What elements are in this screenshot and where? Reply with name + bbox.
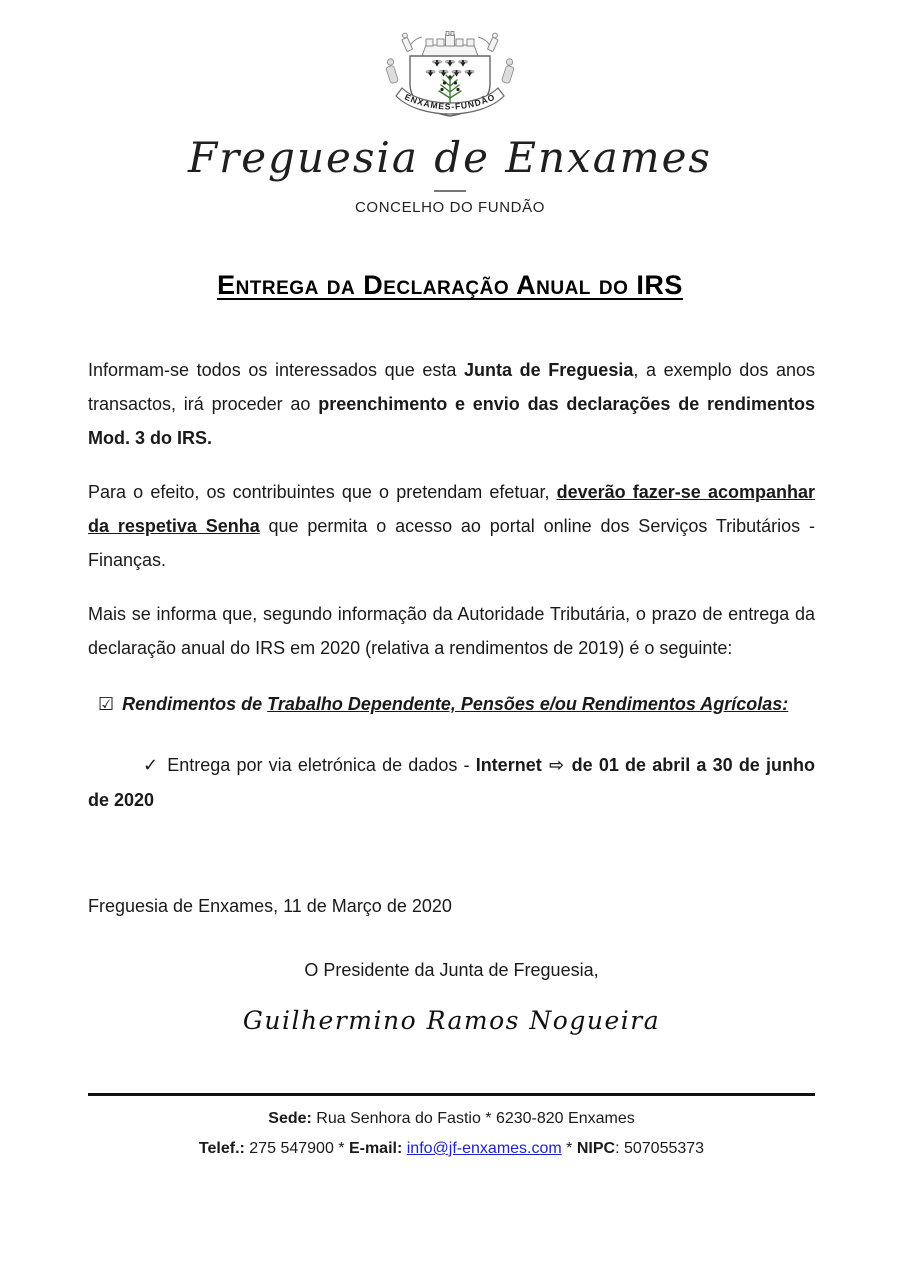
text-segment-bold: de 01 de abril a 30 de junho de 2020 — [88, 755, 815, 811]
text-segment-bold: Internet — [475, 755, 542, 776]
document-header — [0, 0, 900, 216]
checked-checkbox-icon: ☑ — [98, 694, 115, 716]
text-segment: Informam-se todos os interessados que esta — [88, 360, 465, 381]
text-segment: que permita o acesso ao portal online dos Serviços Tributários - Finanças. — [88, 516, 815, 571]
sede-label: Sede: — [268, 1110, 312, 1128]
right-arrow-icon: ⇨ — [541, 755, 572, 777]
telef-value: 275 547900 * — [244, 1140, 349, 1158]
text-segment: Para o efeito, os contribuintes que o pretendam efetuar, — [88, 482, 557, 503]
text-segment: , a exemplo dos anos transactos, irá proceder ao — [88, 360, 815, 415]
separator: * — [561, 1140, 577, 1158]
crest-banner-text: ENXAMES-FUNDÃO — [403, 91, 497, 112]
text-segment-bold-italic: Rendimentos de — [122, 694, 268, 715]
date-line: Freguesia de Enxames, 11 de Março de 2020 — [88, 896, 452, 917]
paragraph-announcement — [88, 353, 815, 455]
income-type-item — [88, 687, 815, 722]
nipc-label: NIPC — [576, 1140, 616, 1158]
checkmark-icon: ✓ — [143, 755, 160, 777]
text-segment-bold: Junta de Freguesia — [464, 360, 634, 381]
org-script-name: Freguesia de Enxames — [187, 133, 712, 182]
header-divider-line — [434, 190, 466, 192]
footer-rule — [88, 1093, 815, 1096]
crest-emblem — [379, 28, 521, 132]
telef-label: Telef.: — [198, 1140, 245, 1158]
paragraph-deadline-info — [88, 597, 815, 665]
text-segment-bold-italic-underline: Trabalho Dependente, Pensões e/ou Rendimentos Agrícolas: — [267, 694, 789, 715]
footer-address-line — [88, 1104, 815, 1134]
document-body — [0, 353, 900, 1164]
text-segment: Mais se informa que, segundo informação da Autoridade Tributária, o prazo de entrega da declaração anual do IRS em 2020 (relativa a rendimentos de 2019) é o seguinte: — [88, 604, 815, 659]
president-line: O Presidente da Junta de Freguesia, — [304, 960, 599, 981]
delivery-period-item — [88, 748, 815, 817]
org-subtitle: CONCELHO DO FUNDÃO — [355, 199, 545, 217]
paragraph-password-requirement — [88, 475, 815, 577]
email-link[interactable]: info@jf-enxames.com — [406, 1140, 562, 1158]
footer-contacts-line — [88, 1134, 815, 1164]
text-segment: Entrega por via eletrónica de dados - — [167, 755, 476, 776]
signature: Guilhermino Ramos Nogueira — [242, 1006, 661, 1036]
sede-value: Rua Senhora do Fastio * 6230-820 Enxames — [311, 1110, 635, 1128]
mural-crown-icon — [402, 32, 498, 57]
document-title: Entrega da Declaração Anual do IRS — [217, 270, 683, 301]
text-segment-bold: preenchimento e envio das declarações de rendimentos Mod. 3 do IRS. — [88, 394, 815, 449]
text-segment-bold-underline: deverão fazer-se acompanhar da respetiva Senha — [88, 482, 815, 537]
email-label: E-mail: — [348, 1140, 403, 1158]
nipc-value: : 507055373 — [615, 1140, 705, 1158]
